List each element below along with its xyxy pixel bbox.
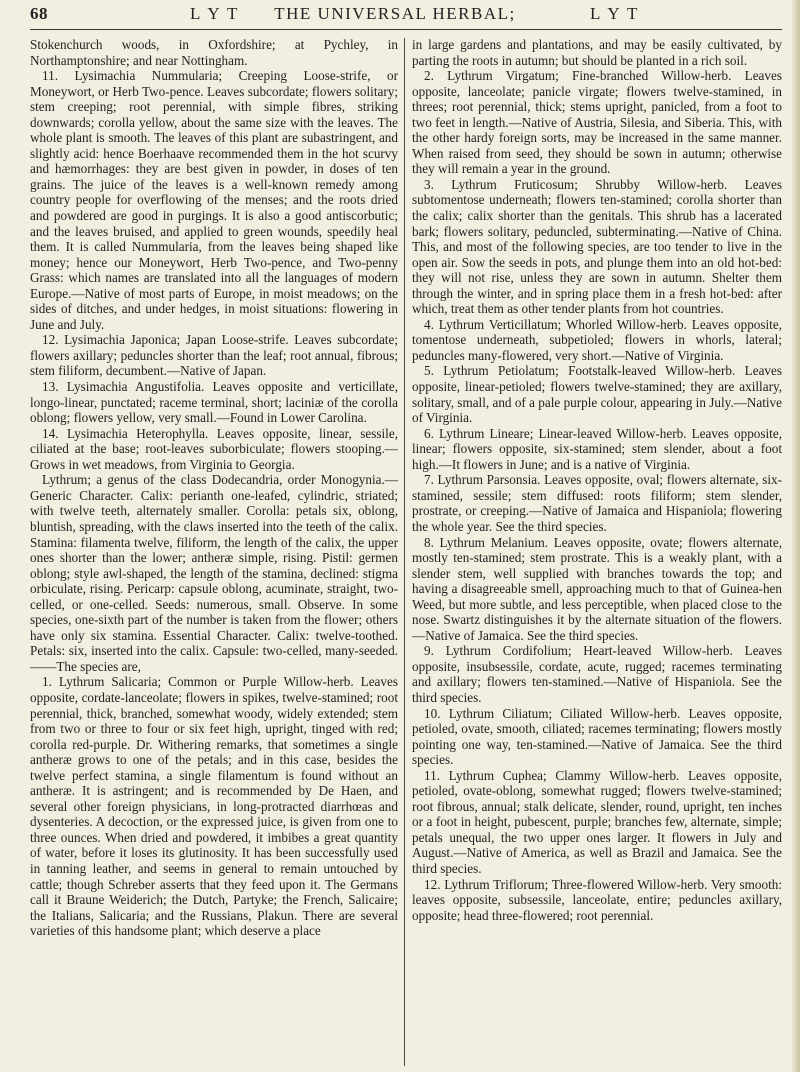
paragraph: 11. Lysimachia Nummularia; Creeping Loose-strife, or Moneywort, or Herb Two-pence. Leaves subcordate; flowers solitary; stem creeping; root perennial, with simple fibres, striking downwards; corolla yellow, about the same size with the leaves. The whole plant is smooth. The leaves of this plant are subastringent, and slightly acid: hence Boerhaave recommended them in the hot scurvy and hæmorrhages: they are best given in powder, in doses of ten grains. The juice of the leaves is a well-known remedy among country people for overflowing of the menses; and the roots dried and powdered are good in purgings. It is also a good antiscorbutic; and the leaves bruised, and applied to green wounds, speedily heal them. It is called Nummularia, from the leaves being shaped like money; hence our Moneywort, Herb Two-pence, and Two-penny Grass: which names are translated into all the languages of modern Europe.—Native of most parts of Europe, in moist meadows; on the sides of ditches, and under hedges, in moist situations: flowering in June and July. <box>30 68 398 332</box>
paragraph: 11. Lythrum Cuphea; Clammy Willow-herb. Leaves opposite, petioled, ovate-oblong, somewhat rugged; flowers twelve-stamined; root fibrous, annual; stalk delicate, slender, round, upright, ten inches or a foot in height, pubescent, purple; branches few, alternate, simple; petals unequal, the two upper ones larger. It flowers in July and August.—Native of America, as well as Brazil and Jamaica. See the third species. <box>412 767 782 876</box>
running-head-title: THE UNIVERSAL HERBAL; <box>274 4 516 23</box>
running-head-left: L Y T <box>190 4 240 23</box>
paragraph: 3. Lythrum Fruticosum; Shrubby Willow-herb. Leaves subtomentose underneath; flowers ten-stamined; corolla shorter than the calix; calix shorter than the genitals. This shrub has a lacerated bark; flowers solitary, peduncled, subterminating.—Native of China. This, and most of the following species, are too tender to live in the open air. Sow the seeds in pots, and plunge them into an old hot-bed: they will not rise, unless they are sown in autumn. Shelter them through the winter, and in spring place them in a fresh hot-bed: after which, treat them as other tender plants from hot countries. <box>412 176 782 317</box>
paragraph: 7. Lythrum Parsonsia. Leaves opposite, oval; flowers alternate, six-stamined, sessile; stem diffused: roots filiform; stem slender, prostrate, or creeping.—Native of Jamaica and Hispaniola; flowering the whole year. See the third species. <box>412 472 782 534</box>
paragraph: 12. Lythrum Triflorum; Three-flowered Willow-herb. Very smooth: leaves opposite, subsessile, lanceolate, entire; peduncles axillary, opposite; head three-flowered; root perennial. <box>412 876 782 923</box>
page-number: 68 <box>30 4 48 23</box>
paragraph: 14. Lysimachia Heterophylla. Leaves opposite, linear, sessile, ciliated at the base; root-leaves suborbiculate; flowers stooping.—Grows in wet meadows, from Virginia to Georgia. <box>30 425 398 472</box>
header-rule <box>30 29 782 30</box>
paragraph: 4. Lythrum Verticillatum; Whorled Willow-herb. Leaves opposite, tomentose underneath, subpetioled; flowers in whorls, lateral; peduncles many-flowered, very short.—Native of Virginia. <box>412 316 782 363</box>
paragraph: Stokenchurch woods, in Oxfordshire; at Pychley, in Northamptonshire; and near Nottingham. <box>30 37 398 68</box>
paragraph: 10. Lythrum Ciliatum; Ciliated Willow-herb. Leaves opposite, petioled, ovate, smooth, ciliated; racemes terminating; flowers mostly pointing one way, ten-stamined.—Native of Jamaica. See the third species. <box>412 705 782 768</box>
running-head-right: L Y T <box>590 4 640 23</box>
paragraph: 8. Lythrum Melanium. Leaves opposite, ovate; flowers alternate, mostly ten-stamined; stem prostrate. This is a weakly plant, with a slender stem, well supplied with branches towards the top; and having a disagreeable smell, approaching much to that of Guinea-hen Weed, but more subtle, and less perceptible, when placed close to the nose. Swartz distinguishes it by the alternate situation of the flowers.—Native of Jamaica. See the third species. <box>412 534 782 643</box>
paragraph: 6. Lythrum Lineare; Linear-leaved Willow-herb. Leaves opposite, linear; flowers opposite, six-stamined; stem slender, about a foot high.—It flowers in June; and is a native of Virginia. <box>412 425 782 472</box>
column-divider <box>404 38 405 1066</box>
page-edge <box>792 0 800 1072</box>
paragraph: in large gardens and plantations, and may be easily cultivated, by parting the roots in autumn; but should be planted in a rich soil. <box>412 37 782 68</box>
paragraph: 2. Lythrum Virgatum; Fine-branched Willow-herb. Leaves opposite, lanceolate; panicle virgate; flowers twelve-stamined, in threes; root perennial, thick; stems upright, panicled, from a foot to two feet in length.—Native of Austria, Silesia, and Siberia. This, with the other hardy foreign sorts, may be increased in the same manner. When raised from seed, they should be sown in autumn; otherwise they will remain a year in the ground. <box>412 68 782 177</box>
paragraph: 9. Lythrum Cordifolium; Heart-leaved Willow-herb. Leaves opposite, insubsessile, cordate, acute, rugged; racemes terminating and axillary; flowers ten-stamined.—Native of Hispaniola. See the third species. <box>412 643 782 705</box>
paragraph: 13. Lysimachia Angustifolia. Leaves opposite and verticillate, longo-linear, punctated; raceme terminal, short; laciniæ of the corolla oblong; flowers yellow, very small.—Found in Lower Carolina. <box>30 379 398 426</box>
paragraph: Lythrum; a genus of the class Dodecandria, order Monogynia.—Generic Character. Calix: perianth one-leafed, cylindric, striated; with twelve teeth, alternately smaller. Corolla: petals six, oblong, bluntish, spreading, with the claws inserted into the teeth of the calix. Stamina: filamenta twelve, filiform, the length of the calix, the upper ones shorter than the lower; antheræ simple, rising. Pistil: germen oblong; style awl-shaped, the length of the stamina, declined: stigma orbiculate, rising. Pericarp: capsule oblong, acuminate, straight, two-celled, or one-celled. Seeds: numerous, small. Observe. In some species, one-sixth part of the number is taken from the flower; others have only six stamina. Essential Character. Calix: twelve-toothed. Petals: six, inserted into the calix. Capsule: two-celled, many-seeded.——The species are, <box>30 472 398 674</box>
paragraph: 1. Lythrum Salicaria; Common or Purple Willow-herb. Leaves opposite, cordate-lanceolate; flowers in spikes, twelve-stamined; root perennial, thick, branched, somewhat woody, widely extended; stem from two or three to four or six feet high, upright, tinged with red; corolla red-purple. Dr. Withering remarks, that sometimes a single antheræ grows to one of the petals; and in this case, besides the twelve perfect stamina, a single filamentum is found without an antheræ. It is astringent; and is recommended by De Haen, and several other foreign physicians, in long-protracted diarrhœas and dysenteries. A decoction, or the expressed juice, is given from one to three ounces. When dried and powdered, it imbibes a great quantity of water, before it loses its glutinosity. It has been successfully used in tanning leather, and seems in general to remain untouched by cattle; though Schreber asserts that they feed upon it. The Germans call it Braune Weiderich; the Dutch, Partyke; the French, Salicaire; the Italians, Salicaria; and the Russians, Plakun. There are several varieties of this handsome plant; which deserve a place <box>30 674 398 939</box>
right-column <box>412 37 782 1067</box>
paragraph: 5. Lythrum Petiolatum; Footstalk-leaved Willow-herb. Leaves opposite, linear-petioled; flowers twelve-stamined; they are axillary, solitary, small, and of a pale purple colour, appearing in July.—Native of Virginia. <box>412 363 782 426</box>
left-column <box>30 37 398 1067</box>
running-header <box>0 0 800 30</box>
paragraph: 12. Lysimachia Japonica; Japan Loose-strife. Leaves subcordate; flowers axillary; peduncles shorter than the leaf; root annual, fibrous; stem filiform, decumbent.—Native of Japan. <box>30 332 398 379</box>
